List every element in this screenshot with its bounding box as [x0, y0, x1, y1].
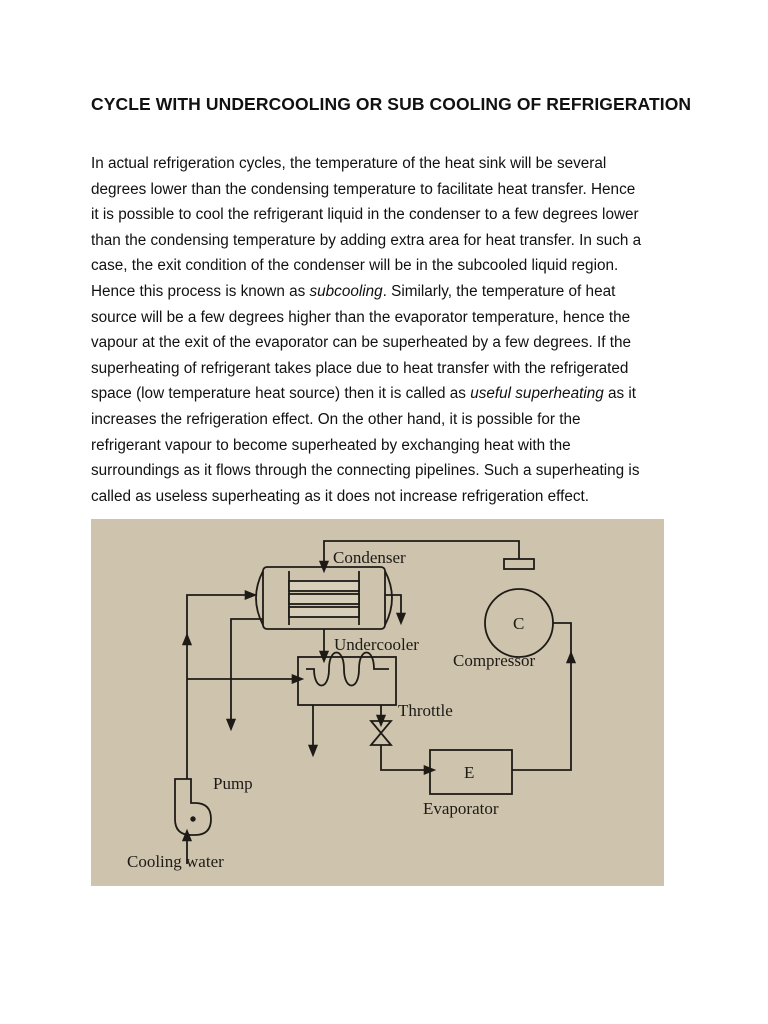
text-run: source will be a few degrees higher than the evaporator temperature, hence the: [91, 308, 631, 326]
paragraph-line: [91, 228, 691, 254]
text-run: degrees lower than the condensing temperature to facilitate heat transfer. Hence: [91, 180, 636, 198]
condenser-unit: [256, 567, 392, 629]
text-run: refrigerant vapour to become superheated by exchanging heat with the: [91, 436, 571, 454]
text-run: . Similarly, the temperature of heat: [382, 282, 616, 300]
condenser-label: Condenser: [333, 548, 406, 567]
paragraph-line: [91, 381, 691, 407]
evaporator-letter: E: [464, 763, 475, 782]
pump-unit: [175, 779, 211, 835]
refrigeration-cycle-figure: [91, 519, 664, 886]
italic-term: subcooling: [309, 282, 383, 300]
cycle-diagram: [91, 519, 664, 886]
paragraph-line: [91, 177, 691, 203]
page-title: CYCLE WITH UNDERCOOLING OR SUB COOLING OF REFRIGERATION: [91, 94, 692, 114]
text-run: Hence this process is known as: [91, 282, 310, 300]
text-run: called as useless superheating as it does not increase refrigeration effect.: [91, 487, 590, 505]
text-run: increases the refrigeration effect. On the other hand, it is possible for the: [91, 410, 581, 428]
paragraph-line: [91, 279, 691, 305]
text-run: it is possible to cool the refrigerant liquid in the condenser to a few degrees lower: [91, 206, 639, 224]
paragraph-line: [91, 433, 691, 459]
text-run: space (low temperature heat source) then it is called as: [91, 385, 471, 403]
throttle-label: Throttle: [398, 701, 453, 720]
paragraph-line: [91, 305, 691, 331]
text-run: vapour at the exit of the evaporator can be superheated by a few degrees. If the: [91, 334, 631, 352]
body-paragraph: [91, 151, 691, 509]
text-run: than the condensing temperature by adding extra area for heat transfer. In such a: [91, 231, 642, 249]
paragraph-line: [91, 202, 691, 228]
paragraph-line: [91, 330, 691, 356]
cooling-water-label: Cooling water: [127, 852, 224, 871]
compressor-letter: C: [513, 614, 525, 633]
text-run: superheating of refrigerant takes place due to heat transfer with the refrigerated: [91, 359, 629, 377]
throttle-valve: [371, 721, 391, 745]
text-run: as it: [603, 385, 637, 403]
compressor-label: Compressor: [453, 651, 536, 670]
evaporator-label: Evaporator: [423, 799, 499, 818]
italic-term: useful superheating: [470, 385, 604, 403]
text-run: surroundings as it flows through the connecting pipelines. Such a superheating is: [91, 462, 640, 480]
paragraph-line: [91, 407, 691, 433]
undercooler-label: Undercooler: [334, 635, 419, 654]
compressor-unit: [485, 559, 553, 657]
pump-label: Pump: [213, 774, 253, 793]
paragraph-line: [91, 356, 691, 382]
paragraph-line: [91, 484, 691, 510]
paragraph-line: [91, 253, 691, 279]
paragraph-line: [91, 458, 691, 484]
text-run: In actual refrigeration cycles, the temperature of the heat sink will be several: [91, 155, 607, 172]
text-run: case, the exit condition of the condenser will be in the subcooled liquid region.: [91, 257, 619, 275]
undercooler-unit: [298, 653, 396, 706]
paragraph-line: [91, 151, 691, 177]
